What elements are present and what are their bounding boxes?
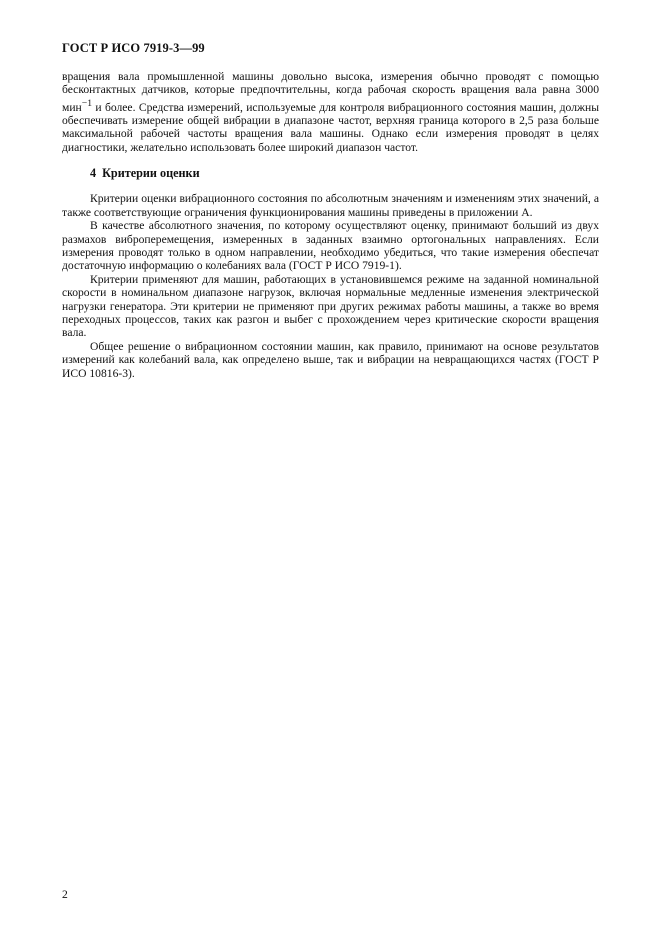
document-code-header: ГОСТ Р ИСО 7919-3—99 (62, 41, 205, 55)
intro-text-2: и более. Средства измерений, используемые для контроля вибрационного состояния машин, должны обеспечивать измерение общей вибрации в диапазоне частот, верхняя граница которого в 2,5 раза больше максимальной рабочей частоты вращения вала машины. Однако если измерения проводят в целях диагностики, желательно использовать более широкий диапазон частот. (62, 100, 599, 154)
page-content (62, 70, 599, 380)
section-title: Критерии оценки (102, 166, 200, 181)
section-number: 4 (90, 166, 97, 181)
intro-superscript: −1 (81, 97, 93, 109)
paragraph-1: Критерии оценки вибрационного состояния по абсолютным значениям и изменениям этих значений, а также соответствующие ограничения функционирования машины приведены в приложении А. (62, 192, 599, 219)
page-number: 2 (62, 888, 68, 901)
section-heading (90, 166, 599, 180)
paragraph-2: В качестве абсолютного значения, по которому осуществляют оценку, принимают больший из двух размахов виброперемещения, измеренных в заданных взаимно ортогональных направлениях. Если измерения проводят только в одном направлении, необходимо убедиться, что такие измерения обеспечат достаточную информацию о колебаниях вала (ГОСТ Р ИСО 7919-1). (62, 219, 599, 273)
intro-paragraph (62, 70, 599, 154)
paragraph-3: Критерии применяют для машин, работающих в установившемся режиме на заданной номинальной скорости в номинальном диапазоне нагрузок, включая нормальные медленные изменения электрической нагрузки генератора. Эти критерии не применяют при других режимах работы машины, а также во время переходных процессов, таких как разгон и выбег с прохождением через критические скорости вращения вала. (62, 272, 599, 340)
intro-text-1: вращения вала промышленной машины довольно высока, измерения обычно проводят с помощью бесконтактных датчиков, которые предпочтительны, когда рабочая скорость вращения вала равна 3000 мин (62, 70, 599, 114)
paragraph-4: Общее решение о вибрационном состоянии машин, как правило, принимают на основе результатов измерений как колебаний вала, как определено выше, так и вибрации на невращающихся частях (ГОСТ Р ИСО 10816-3). (62, 339, 599, 380)
